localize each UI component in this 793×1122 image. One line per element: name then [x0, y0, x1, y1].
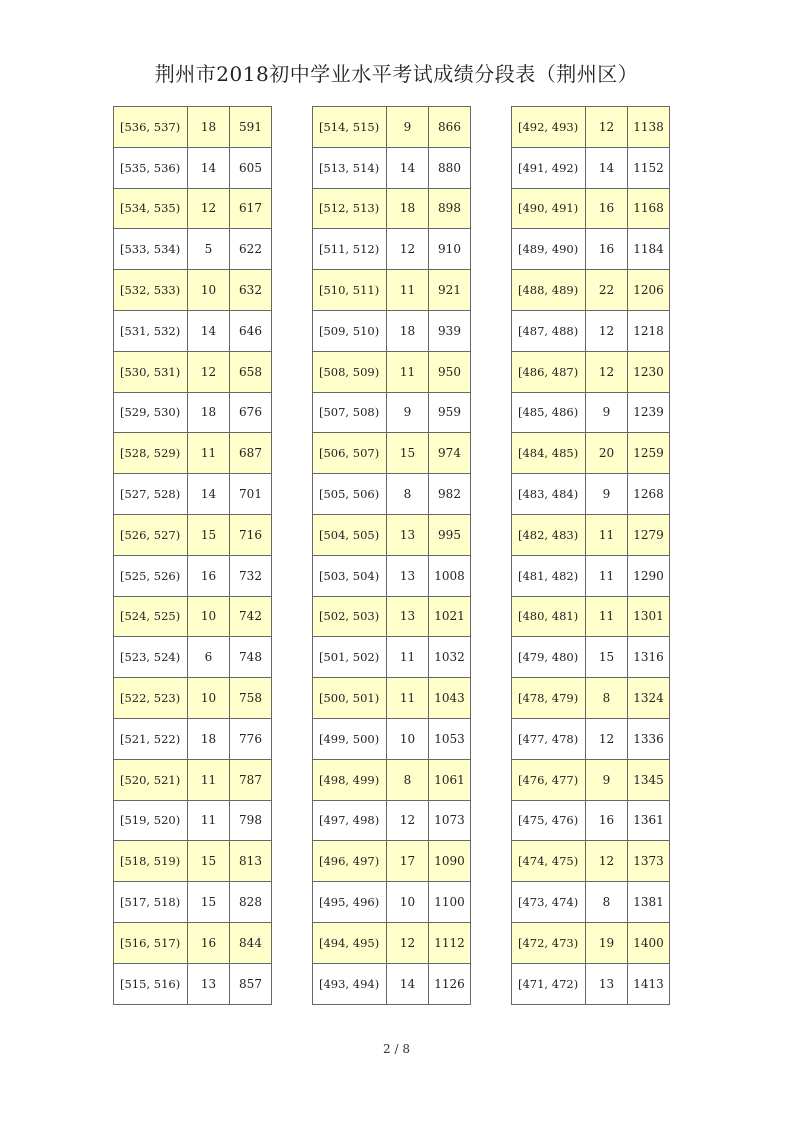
score-range-cell: [473, 474) — [512, 882, 586, 923]
count-cell: 16 — [188, 922, 230, 963]
score-range-cell: [530, 531) — [114, 351, 188, 392]
score-range-cell: [531, 532) — [114, 310, 188, 351]
table-row — [313, 514, 471, 555]
count-cell: 17 — [387, 841, 429, 882]
count-cell: 11 — [586, 555, 628, 596]
table-row — [512, 270, 670, 311]
score-range-cell: [478, 479) — [512, 678, 586, 719]
cumulative-cell: 857 — [230, 963, 272, 1004]
table-row — [512, 596, 670, 637]
cumulative-cell: 748 — [230, 637, 272, 678]
count-cell: 12 — [586, 310, 628, 351]
table-row — [313, 800, 471, 841]
score-range-cell: [487, 488) — [512, 310, 586, 351]
score-range-cell: [474, 475) — [512, 841, 586, 882]
count-cell: 10 — [188, 596, 230, 637]
cumulative-cell: 950 — [429, 351, 471, 392]
cumulative-cell: 1230 — [628, 351, 670, 392]
cumulative-cell: 880 — [429, 147, 471, 188]
cumulative-cell: 701 — [230, 474, 272, 515]
score-range-cell: [491, 492) — [512, 147, 586, 188]
cumulative-cell: 910 — [429, 229, 471, 270]
count-cell: 20 — [586, 433, 628, 474]
count-cell: 11 — [387, 637, 429, 678]
count-cell: 16 — [586, 800, 628, 841]
score-range-cell: [493, 494) — [313, 963, 387, 1004]
table-row — [114, 351, 272, 392]
count-cell: 5 — [188, 229, 230, 270]
score-table-1 — [113, 106, 272, 1005]
count-cell: 8 — [586, 678, 628, 719]
count-cell: 12 — [387, 922, 429, 963]
cumulative-cell: 1184 — [628, 229, 670, 270]
count-cell: 11 — [188, 800, 230, 841]
score-range-cell: [482, 483) — [512, 514, 586, 555]
cumulative-cell: 1381 — [628, 882, 670, 923]
count-cell: 18 — [188, 718, 230, 759]
cumulative-cell: 995 — [429, 514, 471, 555]
cumulative-cell: 1268 — [628, 474, 670, 515]
table-row — [114, 718, 272, 759]
cumulative-cell: 617 — [230, 188, 272, 229]
table-row — [313, 718, 471, 759]
count-cell: 15 — [188, 882, 230, 923]
score-range-cell: [520, 521) — [114, 759, 188, 800]
count-cell: 12 — [387, 229, 429, 270]
score-range-cell: [481, 482) — [512, 555, 586, 596]
count-cell: 10 — [387, 882, 429, 923]
table-row — [114, 147, 272, 188]
cumulative-cell: 1324 — [628, 678, 670, 719]
count-cell: 15 — [387, 433, 429, 474]
score-range-cell: [485, 486) — [512, 392, 586, 433]
count-cell: 12 — [586, 841, 628, 882]
table-row — [313, 433, 471, 474]
table-row — [114, 474, 272, 515]
score-range-cell: [497, 498) — [313, 800, 387, 841]
count-cell: 11 — [586, 514, 628, 555]
table-row — [114, 800, 272, 841]
table-row — [512, 841, 670, 882]
cumulative-cell: 828 — [230, 882, 272, 923]
count-cell: 8 — [586, 882, 628, 923]
cumulative-cell: 1008 — [429, 555, 471, 596]
score-range-cell: [527, 528) — [114, 474, 188, 515]
count-cell: 8 — [387, 474, 429, 515]
score-range-cell: [524, 525) — [114, 596, 188, 637]
cumulative-cell: 1400 — [628, 922, 670, 963]
page-title: 荆州市2018初中学业水平考试成绩分段表（荆州区） — [154, 62, 639, 86]
count-cell: 10 — [188, 270, 230, 311]
table-row — [512, 392, 670, 433]
cumulative-cell: 1152 — [628, 147, 670, 188]
table-row — [512, 310, 670, 351]
table-row — [512, 922, 670, 963]
count-cell: 13 — [586, 963, 628, 1004]
cumulative-cell: 898 — [429, 188, 471, 229]
table-row — [313, 596, 471, 637]
score-range-cell: [496, 497) — [313, 841, 387, 882]
cumulative-cell: 1316 — [628, 637, 670, 678]
count-cell: 18 — [387, 310, 429, 351]
count-cell: 18 — [387, 188, 429, 229]
table-row — [114, 678, 272, 719]
cumulative-cell: 982 — [429, 474, 471, 515]
score-range-cell: [512, 513) — [313, 188, 387, 229]
score-range-cell: [511, 512) — [313, 229, 387, 270]
count-cell: 12 — [586, 351, 628, 392]
count-cell: 14 — [387, 963, 429, 1004]
count-cell: 15 — [188, 841, 230, 882]
count-cell: 9 — [387, 392, 429, 433]
table-row — [512, 188, 670, 229]
score-range-cell: [505, 506) — [313, 474, 387, 515]
table-row — [114, 514, 272, 555]
table-row — [114, 922, 272, 963]
table-row — [313, 963, 471, 1004]
score-range-cell: [490, 491) — [512, 188, 586, 229]
count-cell: 12 — [188, 351, 230, 392]
score-range-cell: [526, 527) — [114, 514, 188, 555]
table-row — [313, 310, 471, 351]
count-cell: 13 — [387, 596, 429, 637]
cumulative-cell: 716 — [230, 514, 272, 555]
score-range-cell: [480, 481) — [512, 596, 586, 637]
cumulative-cell: 939 — [429, 310, 471, 351]
table-row — [313, 351, 471, 392]
cumulative-cell: 632 — [230, 270, 272, 311]
cumulative-cell: 921 — [429, 270, 471, 311]
score-range-cell: [525, 526) — [114, 555, 188, 596]
cumulative-cell: 1043 — [429, 678, 471, 719]
score-range-cell: [513, 514) — [313, 147, 387, 188]
table-row — [313, 188, 471, 229]
table-row — [512, 514, 670, 555]
score-range-cell: [536, 537) — [114, 107, 188, 148]
count-cell: 9 — [586, 759, 628, 800]
score-range-cell: [533, 534) — [114, 229, 188, 270]
table-row — [512, 637, 670, 678]
count-cell: 13 — [387, 514, 429, 555]
count-cell: 16 — [188, 555, 230, 596]
table-row — [114, 963, 272, 1004]
score-range-cell: [498, 499) — [313, 759, 387, 800]
table-row — [512, 351, 670, 392]
score-range-cell: [502, 503) — [313, 596, 387, 637]
cumulative-cell: 1032 — [429, 637, 471, 678]
cumulative-cell: 844 — [230, 922, 272, 963]
cumulative-cell: 622 — [230, 229, 272, 270]
cumulative-cell: 813 — [230, 841, 272, 882]
score-range-cell: [486, 487) — [512, 351, 586, 392]
count-cell: 9 — [586, 474, 628, 515]
score-range-cell: [532, 533) — [114, 270, 188, 311]
score-range-cell: [484, 485) — [512, 433, 586, 474]
cumulative-cell: 1336 — [628, 718, 670, 759]
score-range-cell: [529, 530) — [114, 392, 188, 433]
table-row — [512, 229, 670, 270]
count-cell: 19 — [586, 922, 628, 963]
table-row — [313, 270, 471, 311]
table-row — [512, 800, 670, 841]
cumulative-cell: 676 — [230, 392, 272, 433]
score-range-cell: [499, 500) — [313, 718, 387, 759]
table-row — [313, 229, 471, 270]
count-cell: 13 — [188, 963, 230, 1004]
score-range-cell: [528, 529) — [114, 433, 188, 474]
score-range-cell: [500, 501) — [313, 678, 387, 719]
count-cell: 10 — [188, 678, 230, 719]
count-cell: 11 — [586, 596, 628, 637]
score-range-cell: [522, 523) — [114, 678, 188, 719]
score-table-2 — [312, 106, 471, 1005]
cumulative-cell: 1100 — [429, 882, 471, 923]
score-range-cell: [515, 516) — [114, 963, 188, 1004]
cumulative-cell: 787 — [230, 759, 272, 800]
table-row — [313, 759, 471, 800]
count-cell: 14 — [188, 147, 230, 188]
count-cell: 22 — [586, 270, 628, 311]
table-row — [512, 718, 670, 759]
cumulative-cell: 798 — [230, 800, 272, 841]
table-row — [114, 433, 272, 474]
cumulative-cell: 732 — [230, 555, 272, 596]
count-cell: 11 — [188, 759, 230, 800]
count-cell: 15 — [188, 514, 230, 555]
cumulative-cell: 1218 — [628, 310, 670, 351]
score-range-cell: [516, 517) — [114, 922, 188, 963]
table-row — [114, 759, 272, 800]
count-cell: 9 — [586, 392, 628, 433]
score-range-cell: [492, 493) — [512, 107, 586, 148]
table-row — [512, 107, 670, 148]
score-range-cell: [471, 472) — [512, 963, 586, 1004]
cumulative-cell: 1021 — [429, 596, 471, 637]
table-row — [313, 555, 471, 596]
cumulative-cell: 605 — [230, 147, 272, 188]
cumulative-cell: 1126 — [429, 963, 471, 1004]
table-row — [512, 882, 670, 923]
cumulative-cell: 974 — [429, 433, 471, 474]
count-cell: 16 — [586, 188, 628, 229]
score-range-cell: [507, 508) — [313, 392, 387, 433]
count-cell: 13 — [387, 555, 429, 596]
count-cell: 12 — [586, 107, 628, 148]
table-row — [512, 555, 670, 596]
score-range-cell: [509, 510) — [313, 310, 387, 351]
table-row — [114, 310, 272, 351]
score-range-cell: [523, 524) — [114, 637, 188, 678]
table-row — [313, 637, 471, 678]
score-range-cell: [518, 519) — [114, 841, 188, 882]
cumulative-cell: 742 — [230, 596, 272, 637]
score-range-cell: [479, 480) — [512, 637, 586, 678]
score-range-cell: [503, 504) — [313, 555, 387, 596]
score-range-cell: [489, 490) — [512, 229, 586, 270]
count-cell: 18 — [188, 107, 230, 148]
count-cell: 11 — [387, 351, 429, 392]
score-range-cell: [495, 496) — [313, 882, 387, 923]
cumulative-cell: 1138 — [628, 107, 670, 148]
score-table-3 — [511, 106, 670, 1005]
score-range-cell: [504, 505) — [313, 514, 387, 555]
table-row — [114, 392, 272, 433]
count-cell: 8 — [387, 759, 429, 800]
table-row — [313, 147, 471, 188]
table-row — [114, 229, 272, 270]
count-cell: 10 — [387, 718, 429, 759]
count-cell: 14 — [586, 147, 628, 188]
cumulative-cell: 959 — [429, 392, 471, 433]
score-range-cell: [521, 522) — [114, 718, 188, 759]
score-range-cell: [506, 507) — [313, 433, 387, 474]
score-range-cell: [477, 478) — [512, 718, 586, 759]
cumulative-cell: 1090 — [429, 841, 471, 882]
cumulative-cell: 1301 — [628, 596, 670, 637]
table-row — [114, 596, 272, 637]
table-row — [114, 555, 272, 596]
count-cell: 11 — [188, 433, 230, 474]
cumulative-cell: 1168 — [628, 188, 670, 229]
score-range-cell: [501, 502) — [313, 637, 387, 678]
table-row — [512, 963, 670, 1004]
cumulative-cell: 1061 — [429, 759, 471, 800]
score-range-cell: [514, 515) — [313, 107, 387, 148]
score-range-cell: [519, 520) — [114, 800, 188, 841]
cumulative-cell: 776 — [230, 718, 272, 759]
table-row — [313, 882, 471, 923]
table-row — [114, 637, 272, 678]
cumulative-cell: 687 — [230, 433, 272, 474]
cumulative-cell: 1239 — [628, 392, 670, 433]
table-row — [512, 147, 670, 188]
cumulative-cell: 591 — [230, 107, 272, 148]
table-row — [512, 474, 670, 515]
count-cell: 14 — [188, 474, 230, 515]
score-range-cell: [475, 476) — [512, 800, 586, 841]
cumulative-cell: 1206 — [628, 270, 670, 311]
table-row — [313, 678, 471, 719]
count-cell: 14 — [188, 310, 230, 351]
score-range-cell: [476, 477) — [512, 759, 586, 800]
table-row — [114, 882, 272, 923]
cumulative-cell: 758 — [230, 678, 272, 719]
page-number: 2 / 8 — [383, 1042, 410, 1056]
table-row — [114, 841, 272, 882]
score-range-cell: [517, 518) — [114, 882, 188, 923]
score-range-cell: [494, 495) — [313, 922, 387, 963]
cumulative-cell: 1279 — [628, 514, 670, 555]
cumulative-cell: 1361 — [628, 800, 670, 841]
cumulative-cell: 866 — [429, 107, 471, 148]
cumulative-cell: 1053 — [429, 718, 471, 759]
count-cell: 9 — [387, 107, 429, 148]
cumulative-cell: 1112 — [429, 922, 471, 963]
table-row — [114, 188, 272, 229]
table-row — [114, 270, 272, 311]
table-row — [313, 474, 471, 515]
table-row — [512, 433, 670, 474]
table-row — [114, 107, 272, 148]
table-row — [313, 922, 471, 963]
count-cell: 12 — [188, 188, 230, 229]
count-cell: 15 — [586, 637, 628, 678]
score-range-cell: [535, 536) — [114, 147, 188, 188]
table-row — [313, 107, 471, 148]
cumulative-cell: 1259 — [628, 433, 670, 474]
count-cell: 12 — [586, 718, 628, 759]
cumulative-cell: 646 — [230, 310, 272, 351]
count-cell: 14 — [387, 147, 429, 188]
table-row — [512, 678, 670, 719]
cumulative-cell: 1373 — [628, 841, 670, 882]
count-cell: 12 — [387, 800, 429, 841]
cumulative-cell: 658 — [230, 351, 272, 392]
count-cell: 11 — [387, 270, 429, 311]
count-cell: 11 — [387, 678, 429, 719]
score-range-cell: [534, 535) — [114, 188, 188, 229]
score-range-cell: [508, 509) — [313, 351, 387, 392]
score-range-cell: [472, 473) — [512, 922, 586, 963]
count-cell: 6 — [188, 637, 230, 678]
score-range-cell: [483, 484) — [512, 474, 586, 515]
cumulative-cell: 1413 — [628, 963, 670, 1004]
cumulative-cell: 1073 — [429, 800, 471, 841]
score-range-cell: [488, 489) — [512, 270, 586, 311]
count-cell: 16 — [586, 229, 628, 270]
table-row — [313, 392, 471, 433]
count-cell: 18 — [188, 392, 230, 433]
table-row — [313, 841, 471, 882]
table-row — [512, 759, 670, 800]
cumulative-cell: 1345 — [628, 759, 670, 800]
cumulative-cell: 1290 — [628, 555, 670, 596]
score-range-cell: [510, 511) — [313, 270, 387, 311]
